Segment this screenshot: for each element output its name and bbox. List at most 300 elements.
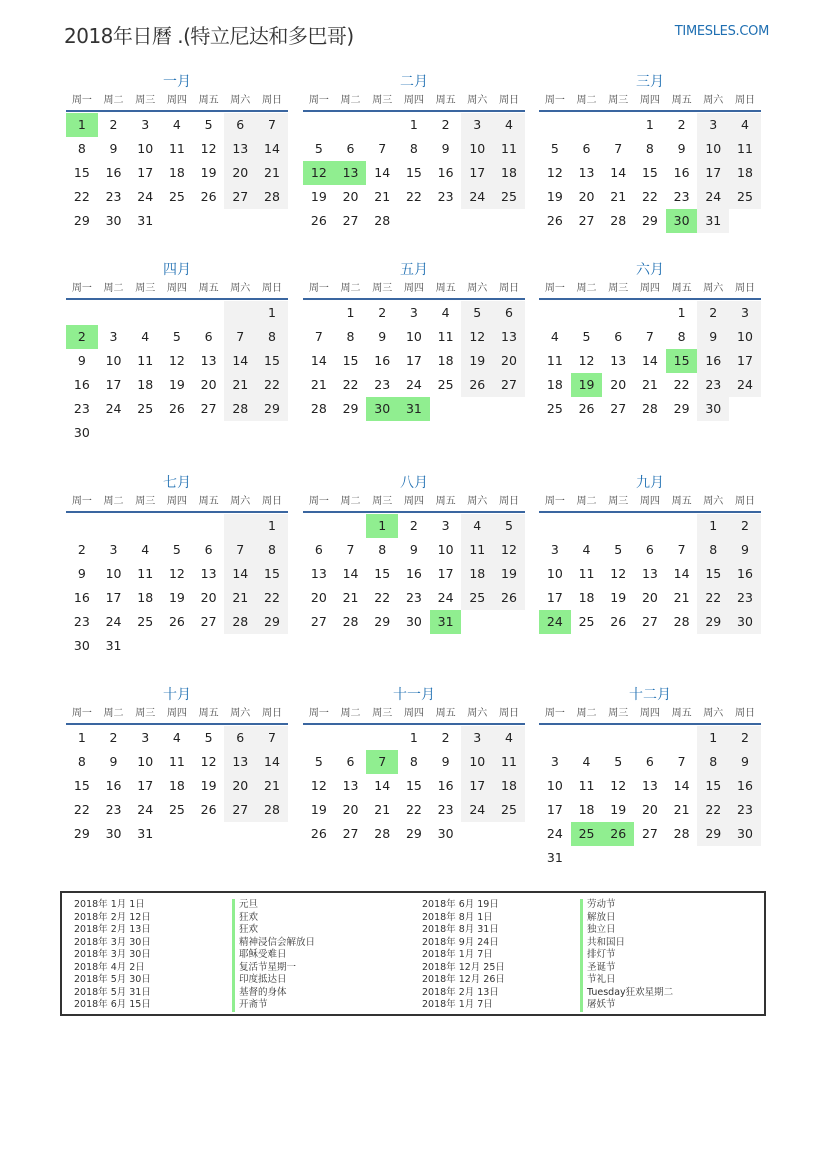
day-cell[interactable]: 13: [493, 325, 525, 349]
day-cell[interactable]: 3: [461, 113, 493, 137]
day-cell[interactable]: 19: [461, 349, 493, 373]
day-cell[interactable]: 24: [461, 798, 493, 822]
day-cell[interactable]: 14: [224, 349, 256, 373]
brand-logo[interactable]: TIMESLES.COM: [674, 24, 769, 39]
day-cell[interactable]: 2: [441, 117, 450, 132]
day-cell[interactable]: 17: [729, 349, 761, 373]
day-cell[interactable]: 24: [437, 590, 454, 605]
day-cell[interactable]: 22: [73, 189, 90, 204]
day-cell[interactable]: 8: [697, 750, 729, 774]
day-cell[interactable]: 28: [673, 826, 690, 841]
day-cell[interactable]: 23: [73, 401, 90, 416]
day-cell[interactable]: 3: [461, 726, 493, 750]
day-cell[interactable]: 14: [673, 778, 690, 793]
day-cell[interactable]: 14: [256, 750, 288, 774]
day-cell[interactable]: 24: [461, 185, 493, 209]
day-cell[interactable]: 28: [610, 213, 627, 228]
day-cell[interactable]: 27: [641, 614, 658, 629]
day-cell[interactable]: 6: [346, 754, 355, 769]
day-cell[interactable]: 4: [141, 542, 150, 557]
day-cell[interactable]: 11: [729, 137, 761, 161]
day-cell[interactable]: 6: [314, 542, 323, 557]
day-cell[interactable]: 21: [224, 586, 256, 610]
day-cell[interactable]: 23: [437, 189, 454, 204]
day-cell[interactable]: 7: [256, 113, 288, 137]
day-cell[interactable]: 4: [141, 329, 150, 344]
day-cell[interactable]: 18: [578, 802, 595, 817]
day-cell[interactable]: 13: [578, 165, 595, 180]
day-cell[interactable]: 8: [677, 329, 686, 344]
day-cell[interactable]: 10: [405, 329, 422, 344]
day-cell[interactable]: 5: [204, 117, 213, 132]
day-cell[interactable]: 6: [224, 726, 256, 750]
day-cell[interactable]: 16: [73, 377, 90, 392]
day-cell[interactable]: 7: [314, 329, 323, 344]
day-cell[interactable]: 6: [493, 301, 525, 325]
day-cell[interactable]: 2: [729, 514, 761, 538]
day-cell[interactable]: 25: [571, 822, 603, 846]
day-cell[interactable]: 31: [105, 638, 122, 653]
day-cell[interactable]: 24: [105, 401, 122, 416]
day-cell[interactable]: 18: [437, 353, 454, 368]
day-cell[interactable]: 23: [697, 373, 729, 397]
day-cell[interactable]: 22: [673, 377, 690, 392]
day-cell[interactable]: 31: [430, 610, 462, 634]
day-cell[interactable]: 25: [461, 586, 493, 610]
day-cell[interactable]: 29: [697, 822, 729, 846]
day-cell[interactable]: 18: [137, 590, 154, 605]
day-cell[interactable]: 15: [697, 562, 729, 586]
day-cell[interactable]: 6: [204, 329, 213, 344]
day-cell[interactable]: 23: [405, 590, 422, 605]
day-cell[interactable]: 7: [224, 325, 256, 349]
day-cell[interactable]: 13: [342, 778, 359, 793]
day-cell[interactable]: 24: [697, 185, 729, 209]
day-cell[interactable]: 9: [677, 141, 686, 156]
day-cell[interactable]: 29: [374, 614, 391, 629]
day-cell[interactable]: 29: [641, 213, 658, 228]
day-cell[interactable]: 26: [168, 401, 185, 416]
day-cell[interactable]: 8: [409, 754, 418, 769]
day-cell[interactable]: 4: [172, 117, 181, 132]
day-cell[interactable]: 7: [366, 750, 398, 774]
day-cell[interactable]: 21: [374, 189, 391, 204]
day-cell[interactable]: 4: [461, 514, 493, 538]
day-cell[interactable]: 5: [314, 141, 323, 156]
day-cell[interactable]: 22: [374, 590, 391, 605]
day-cell[interactable]: 13: [200, 353, 217, 368]
day-cell[interactable]: 19: [610, 802, 627, 817]
day-cell[interactable]: 9: [378, 329, 387, 344]
day-cell[interactable]: 6: [582, 141, 591, 156]
day-cell[interactable]: 2: [677, 117, 686, 132]
day-cell[interactable]: 14: [374, 165, 391, 180]
day-cell[interactable]: 17: [137, 165, 154, 180]
day-cell[interactable]: 13: [310, 566, 327, 581]
day-cell[interactable]: 20: [200, 377, 217, 392]
day-cell[interactable]: 14: [610, 165, 627, 180]
day-cell[interactable]: 13: [641, 566, 658, 581]
day-cell[interactable]: 7: [224, 538, 256, 562]
day-cell[interactable]: 1: [256, 301, 288, 325]
day-cell[interactable]: 29: [73, 826, 90, 841]
day-cell[interactable]: 19: [546, 189, 563, 204]
day-cell[interactable]: 8: [77, 141, 86, 156]
day-cell[interactable]: 24: [137, 802, 154, 817]
day-cell[interactable]: 3: [550, 754, 559, 769]
day-cell[interactable]: 22: [405, 189, 422, 204]
day-cell[interactable]: 27: [578, 213, 595, 228]
day-cell[interactable]: 11: [137, 353, 154, 368]
day-cell[interactable]: 12: [200, 754, 217, 769]
day-cell[interactable]: 8: [256, 325, 288, 349]
day-cell[interactable]: 27: [641, 826, 658, 841]
day-cell[interactable]: 16: [73, 590, 90, 605]
day-cell[interactable]: 15: [697, 774, 729, 798]
day-cell[interactable]: 8: [346, 329, 355, 344]
day-cell[interactable]: 14: [224, 562, 256, 586]
day-cell[interactable]: 14: [310, 353, 327, 368]
day-cell[interactable]: 22: [697, 798, 729, 822]
day-cell[interactable]: 12: [610, 566, 627, 581]
day-cell[interactable]: 3: [697, 113, 729, 137]
day-cell[interactable]: 15: [405, 778, 422, 793]
day-cell[interactable]: 10: [105, 566, 122, 581]
day-cell[interactable]: 11: [493, 137, 525, 161]
day-cell[interactable]: 12: [461, 325, 493, 349]
day-cell[interactable]: 21: [673, 802, 690, 817]
day-cell[interactable]: 5: [614, 542, 623, 557]
day-cell[interactable]: 19: [493, 562, 525, 586]
day-cell[interactable]: 29: [342, 401, 359, 416]
day-cell[interactable]: 21: [673, 590, 690, 605]
day-cell[interactable]: 15: [256, 349, 288, 373]
day-cell[interactable]: 15: [73, 165, 90, 180]
day-cell[interactable]: 30: [697, 397, 729, 421]
day-cell[interactable]: 11: [168, 141, 185, 156]
day-cell[interactable]: 15: [256, 562, 288, 586]
day-cell[interactable]: 14: [374, 778, 391, 793]
day-cell[interactable]: 8: [378, 542, 387, 557]
day-cell[interactable]: 16: [673, 165, 690, 180]
day-cell[interactable]: 23: [437, 802, 454, 817]
day-cell[interactable]: 24: [405, 377, 422, 392]
day-cell[interactable]: 26: [602, 822, 634, 846]
day-cell[interactable]: 30: [105, 826, 122, 841]
day-cell[interactable]: 4: [493, 113, 525, 137]
day-cell[interactable]: 27: [342, 213, 359, 228]
day-cell[interactable]: 18: [137, 377, 154, 392]
day-cell[interactable]: 30: [729, 822, 761, 846]
day-cell[interactable]: 17: [546, 802, 563, 817]
day-cell[interactable]: 18: [546, 377, 563, 392]
day-cell[interactable]: 28: [374, 826, 391, 841]
day-cell[interactable]: 28: [374, 213, 391, 228]
day-cell[interactable]: 12: [303, 161, 335, 185]
day-cell[interactable]: 9: [77, 353, 86, 368]
day-cell[interactable]: 10: [137, 754, 154, 769]
day-cell[interactable]: 5: [582, 329, 591, 344]
day-cell[interactable]: 15: [641, 165, 658, 180]
day-cell[interactable]: 30: [105, 213, 122, 228]
day-cell[interactable]: 4: [582, 754, 591, 769]
day-cell[interactable]: 5: [461, 301, 493, 325]
day-cell[interactable]: 9: [77, 566, 86, 581]
day-cell[interactable]: 26: [610, 614, 627, 629]
day-cell[interactable]: 8: [697, 538, 729, 562]
day-cell[interactable]: 25: [729, 185, 761, 209]
day-cell[interactable]: 26: [310, 213, 327, 228]
day-cell[interactable]: 11: [461, 538, 493, 562]
day-cell[interactable]: 7: [677, 542, 686, 557]
day-cell[interactable]: 2: [77, 542, 86, 557]
day-cell[interactable]: 27: [310, 614, 327, 629]
day-cell[interactable]: 12: [578, 353, 595, 368]
day-cell[interactable]: 13: [200, 566, 217, 581]
day-cell[interactable]: 1: [697, 726, 729, 750]
day-cell[interactable]: 17: [405, 353, 422, 368]
day-cell[interactable]: 9: [109, 141, 118, 156]
day-cell[interactable]: 5: [172, 542, 181, 557]
day-cell[interactable]: 27: [224, 798, 256, 822]
day-cell[interactable]: 26: [461, 373, 493, 397]
day-cell[interactable]: 25: [137, 614, 154, 629]
day-cell[interactable]: 18: [461, 562, 493, 586]
day-cell[interactable]: 19: [571, 373, 603, 397]
day-cell[interactable]: 6: [614, 329, 623, 344]
day-cell[interactable]: 26: [546, 213, 563, 228]
day-cell[interactable]: 30: [666, 209, 698, 233]
day-cell[interactable]: 10: [546, 566, 563, 581]
day-cell[interactable]: 23: [729, 586, 761, 610]
day-cell[interactable]: 13: [610, 353, 627, 368]
day-cell[interactable]: 1: [346, 305, 355, 320]
day-cell[interactable]: 1: [409, 730, 418, 745]
day-cell[interactable]: 21: [256, 774, 288, 798]
day-cell[interactable]: 10: [461, 750, 493, 774]
day-cell[interactable]: 25: [493, 798, 525, 822]
day-cell[interactable]: 2: [109, 730, 118, 745]
day-cell[interactable]: 1: [409, 117, 418, 132]
day-cell[interactable]: 20: [224, 774, 256, 798]
day-cell[interactable]: 9: [441, 141, 450, 156]
day-cell[interactable]: 7: [256, 726, 288, 750]
day-cell[interactable]: 17: [546, 590, 563, 605]
day-cell[interactable]: 20: [342, 189, 359, 204]
day-cell[interactable]: 1: [677, 305, 686, 320]
day-cell[interactable]: 12: [200, 141, 217, 156]
day-cell[interactable]: 8: [256, 538, 288, 562]
day-cell[interactable]: 1: [697, 514, 729, 538]
day-cell[interactable]: 24: [137, 189, 154, 204]
day-cell[interactable]: 19: [310, 802, 327, 817]
day-cell[interactable]: 29: [73, 213, 90, 228]
day-cell[interactable]: 21: [310, 377, 327, 392]
day-cell[interactable]: 22: [697, 586, 729, 610]
day-cell[interactable]: 3: [141, 117, 150, 132]
day-cell[interactable]: 22: [256, 586, 288, 610]
day-cell[interactable]: 28: [256, 798, 288, 822]
day-cell[interactable]: 2: [697, 301, 729, 325]
day-cell[interactable]: 7: [346, 542, 355, 557]
day-cell[interactable]: 26: [493, 586, 525, 610]
day-cell[interactable]: 9: [729, 538, 761, 562]
day-cell[interactable]: 14: [641, 353, 658, 368]
day-cell[interactable]: 9: [409, 542, 418, 557]
day-cell[interactable]: 2: [409, 518, 418, 533]
day-cell[interactable]: 21: [374, 802, 391, 817]
day-cell[interactable]: 16: [697, 349, 729, 373]
day-cell[interactable]: 27: [224, 185, 256, 209]
day-cell[interactable]: 19: [310, 189, 327, 204]
day-cell[interactable]: 1: [66, 113, 98, 137]
day-cell[interactable]: 19: [168, 377, 185, 392]
day-cell[interactable]: 24: [729, 373, 761, 397]
day-cell[interactable]: 29: [697, 610, 729, 634]
day-cell[interactable]: 30: [366, 397, 398, 421]
day-cell[interactable]: 12: [493, 538, 525, 562]
day-cell[interactable]: 26: [200, 802, 217, 817]
day-cell[interactable]: 17: [137, 778, 154, 793]
day-cell[interactable]: 15: [666, 349, 698, 373]
day-cell[interactable]: 22: [73, 802, 90, 817]
day-cell[interactable]: 30: [437, 826, 454, 841]
day-cell[interactable]: 21: [610, 189, 627, 204]
day-cell[interactable]: 19: [200, 165, 217, 180]
day-cell[interactable]: 4: [441, 305, 450, 320]
day-cell[interactable]: 3: [409, 305, 418, 320]
day-cell[interactable]: 11: [578, 566, 595, 581]
day-cell[interactable]: 16: [437, 165, 454, 180]
day-cell[interactable]: 12: [168, 353, 185, 368]
day-cell[interactable]: 6: [645, 754, 654, 769]
day-cell[interactable]: 6: [224, 113, 256, 137]
day-cell[interactable]: 2: [378, 305, 387, 320]
day-cell[interactable]: 31: [697, 209, 729, 233]
day-cell[interactable]: 26: [578, 401, 595, 416]
day-cell[interactable]: 16: [405, 566, 422, 581]
day-cell[interactable]: 29: [256, 397, 288, 421]
day-cell[interactable]: 23: [673, 189, 690, 204]
day-cell[interactable]: 8: [77, 754, 86, 769]
day-cell[interactable]: 11: [437, 329, 454, 344]
day-cell[interactable]: 31: [137, 826, 154, 841]
day-cell[interactable]: 24: [546, 826, 563, 841]
day-cell[interactable]: 2: [441, 730, 450, 745]
day-cell[interactable]: 30: [73, 638, 90, 653]
day-cell[interactable]: 28: [310, 401, 327, 416]
day-cell[interactable]: 28: [673, 614, 690, 629]
day-cell[interactable]: 1: [77, 730, 86, 745]
day-cell[interactable]: 21: [224, 373, 256, 397]
day-cell[interactable]: 18: [168, 165, 185, 180]
day-cell[interactable]: 23: [105, 189, 122, 204]
day-cell[interactable]: 29: [256, 610, 288, 634]
day-cell[interactable]: 9: [697, 325, 729, 349]
day-cell[interactable]: 31: [546, 850, 563, 865]
day-cell[interactable]: 17: [105, 590, 122, 605]
day-cell[interactable]: 13: [335, 161, 367, 185]
day-cell[interactable]: 23: [73, 614, 90, 629]
day-cell[interactable]: 2: [109, 117, 118, 132]
day-cell[interactable]: 4: [550, 329, 559, 344]
day-cell[interactable]: 27: [493, 373, 525, 397]
day-cell[interactable]: 20: [578, 189, 595, 204]
day-cell[interactable]: 17: [437, 566, 454, 581]
day-cell[interactable]: 1: [645, 117, 654, 132]
day-cell[interactable]: 15: [73, 778, 90, 793]
day-cell[interactable]: 21: [342, 590, 359, 605]
day-cell[interactable]: 25: [437, 377, 454, 392]
day-cell[interactable]: 22: [405, 802, 422, 817]
day-cell[interactable]: 14: [256, 137, 288, 161]
day-cell[interactable]: 24: [105, 614, 122, 629]
day-cell[interactable]: 18: [729, 161, 761, 185]
day-cell[interactable]: 14: [342, 566, 359, 581]
day-cell[interactable]: 28: [224, 610, 256, 634]
day-cell[interactable]: 19: [610, 590, 627, 605]
day-cell[interactable]: 16: [437, 778, 454, 793]
day-cell[interactable]: 18: [493, 161, 525, 185]
day-cell[interactable]: 10: [546, 778, 563, 793]
day-cell[interactable]: 29: [405, 826, 422, 841]
day-cell[interactable]: 5: [204, 730, 213, 745]
day-cell[interactable]: 11: [168, 754, 185, 769]
day-cell[interactable]: 3: [141, 730, 150, 745]
day-cell[interactable]: 27: [610, 401, 627, 416]
day-cell[interactable]: 10: [437, 542, 454, 557]
day-cell[interactable]: 26: [310, 826, 327, 841]
day-cell[interactable]: 21: [256, 161, 288, 185]
day-cell[interactable]: 3: [109, 329, 118, 344]
day-cell[interactable]: 8: [409, 141, 418, 156]
day-cell[interactable]: 11: [493, 750, 525, 774]
day-cell[interactable]: 5: [172, 329, 181, 344]
day-cell[interactable]: 25: [168, 802, 185, 817]
day-cell[interactable]: 17: [461, 161, 493, 185]
day-cell[interactable]: 17: [461, 774, 493, 798]
day-cell[interactable]: 25: [168, 189, 185, 204]
day-cell[interactable]: 3: [729, 301, 761, 325]
day-cell[interactable]: 23: [105, 802, 122, 817]
day-cell[interactable]: 25: [578, 614, 595, 629]
day-cell[interactable]: 16: [105, 778, 122, 793]
day-cell[interactable]: 12: [546, 165, 563, 180]
day-cell[interactable]: 31: [398, 397, 430, 421]
day-cell[interactable]: 29: [673, 401, 690, 416]
day-cell[interactable]: 3: [109, 542, 118, 557]
day-cell[interactable]: 4: [493, 726, 525, 750]
day-cell[interactable]: 5: [550, 141, 559, 156]
day-cell[interactable]: 9: [109, 754, 118, 769]
day-cell[interactable]: 25: [137, 401, 154, 416]
day-cell[interactable]: 13: [224, 137, 256, 161]
day-cell[interactable]: 27: [200, 614, 217, 629]
day-cell[interactable]: 28: [224, 397, 256, 421]
day-cell[interactable]: 20: [200, 590, 217, 605]
day-cell[interactable]: 6: [346, 141, 355, 156]
day-cell[interactable]: 9: [441, 754, 450, 769]
day-cell[interactable]: 2: [729, 726, 761, 750]
day-cell[interactable]: 16: [729, 562, 761, 586]
day-cell[interactable]: 20: [641, 802, 658, 817]
day-cell[interactable]: 17: [105, 377, 122, 392]
day-cell[interactable]: 10: [729, 325, 761, 349]
day-cell[interactable]: 22: [342, 377, 359, 392]
day-cell[interactable]: 8: [645, 141, 654, 156]
day-cell[interactable]: 13: [224, 750, 256, 774]
day-cell[interactable]: 7: [614, 141, 623, 156]
